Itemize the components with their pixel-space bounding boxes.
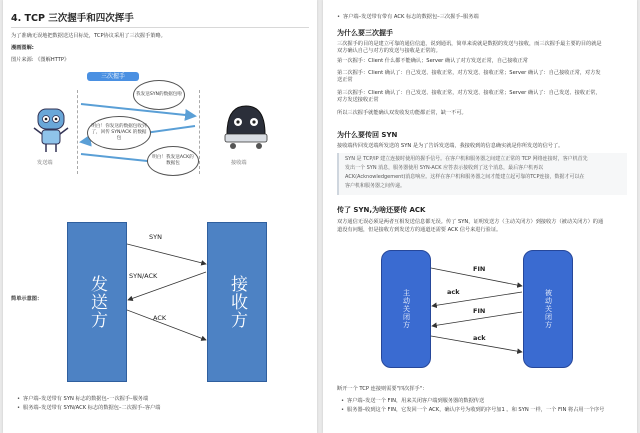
list-item: • 客户端–发送一个 FIN，用来关闭客户端到服务器的数据传送 xyxy=(347,398,484,405)
heading-why-syn: 为什么要传回 SYN xyxy=(337,131,398,139)
paragraph: 第二次握手：Client 确认了：自己发送、接收正常，对方发送、接收正常；Server 确认了：自己接收正常，对方发 xyxy=(337,70,601,76)
paragraph: 第三次握手：Client 确认了：自己发送、接收正常，对方发送、接收正常；Server 确认了：自己发送、接收正常， xyxy=(337,90,601,96)
section-title: 4. TCP 三次握手和四次挥手 xyxy=(11,13,134,24)
image-source: 图片来源: 《图解HTTP》 xyxy=(11,57,70,63)
list-item: • 客户端–发送带有带有 ACK 标志的数据包–三次握手–服务端 xyxy=(343,14,479,21)
flow-synack-label: SYN/ACK xyxy=(129,272,158,280)
paragraph: 道没有问题，但是接收方到发送方的通道还需要 ACK 信号来进行验证。 xyxy=(337,227,502,233)
flow-syn-label: SYN xyxy=(149,233,162,241)
comic-label: 漫画图解: xyxy=(11,45,34,51)
handshake-flow-arrows xyxy=(3,0,317,433)
right-page xyxy=(323,0,637,433)
paragraph: 双方确认自己与对方的发送与接收是正常的。 xyxy=(337,48,441,54)
wave-flow-arrows xyxy=(323,0,637,433)
paragraph: 送正常 xyxy=(337,77,353,83)
comic-bubble-synack: 明白！你发送的数据包收到了，回传 SYN/ACK 的数据包 xyxy=(87,116,151,150)
receiver-box-label: 接收方 xyxy=(227,275,247,329)
paragraph: 对方发送接收正常 xyxy=(337,97,379,103)
paragraph: 第一次握手：Client 什么都不能确认；Server 确认了对方发送正常，自己接收正常 xyxy=(337,58,528,64)
comic-bubble-ack: 明白！我发送ACK的数据包 xyxy=(147,146,199,176)
flow-fin2-label: FIN xyxy=(473,307,486,315)
quote-line: ACK(Acknowledgement)消息响应。这样在客户机和服务器之间才能建立起可靠的TCP连接，数据才可以在 xyxy=(345,174,585,180)
passive-close-label: 被动关闭方 xyxy=(544,289,553,329)
flow-ack2-label: ack xyxy=(473,334,486,342)
paragraph: 所以三次握手就能确认双发收发功能都正常，缺一不可。 xyxy=(337,110,467,116)
quote-line: 客户机和服务器之间传递。 xyxy=(345,183,406,189)
flow-ack1-label: ack xyxy=(447,288,460,296)
flow-ack-label: ACK xyxy=(153,314,167,322)
flow-fin1-label: FIN xyxy=(473,265,486,273)
paragraph: 三次握手的目的是建立可靠的通信信道，说到通讯，简单来说就是数据的发送与接收，而三次握手最主要的目的就是 xyxy=(337,41,602,47)
comic-bubble-syn: 我发送SYN的数据包啦 xyxy=(133,80,185,110)
receiver-label: 接收端 xyxy=(231,160,247,166)
list-item: • 服务器–收到这个 FIN，它发回一个 ACK，确认序号为收到的序号加1 。和 SYN 一样，一个 FIN 将占用一个序号 xyxy=(347,407,604,414)
comic-badge: 三次握手 xyxy=(87,72,139,81)
diagram-label: 简单示意图： xyxy=(11,296,43,302)
heading-why-ack: 传了 SYN,为啥还要传 ACK xyxy=(337,206,426,214)
left-page xyxy=(3,0,317,433)
intro-text: 为了准确无误地把数据送达目标处，TCP协议采用了三次握手策略。 xyxy=(11,33,166,39)
paragraph: 双方通信无误必须是两者互相发送信息都无误。传了 SYN，证明发送方（主动关闭方）到接收方（被动关闭方）的通 xyxy=(337,219,604,225)
active-close-label: 主动关闭方 xyxy=(402,289,411,329)
sender-box-label: 发送方 xyxy=(87,275,107,329)
paragraph: 断开一个 TCP 连接则需要"四次挥手"： xyxy=(337,386,428,392)
paragraph: 接收端传回发送端所发送的 SYN 是为了告诉发送端，我接收到的信息确实就是你所发送的信号了。 xyxy=(337,143,564,149)
quote-line: SYN 是 TCP/IP 建立连接时使用的握手信号。在客户机和服务器之间建立正常的 TCP 网络连接时，客户机首先 xyxy=(345,156,588,162)
list-item: • 服务端–发送带有 SYN/ACK 标志的数据包–二次握手–客户端 xyxy=(23,405,160,412)
sender-label: 发送端 xyxy=(37,160,53,166)
quote-line: 发出一个 SYN 消息，服务器使用 SYN-ACK 应答表示接收到了这个消息，最后客户机再以 xyxy=(345,165,544,171)
heading-why-three: 为什么要三次握手 xyxy=(337,29,393,37)
list-item: • 客户端–发送带有 SYN 标志的数据包–一次握手–服务端 xyxy=(23,396,148,403)
